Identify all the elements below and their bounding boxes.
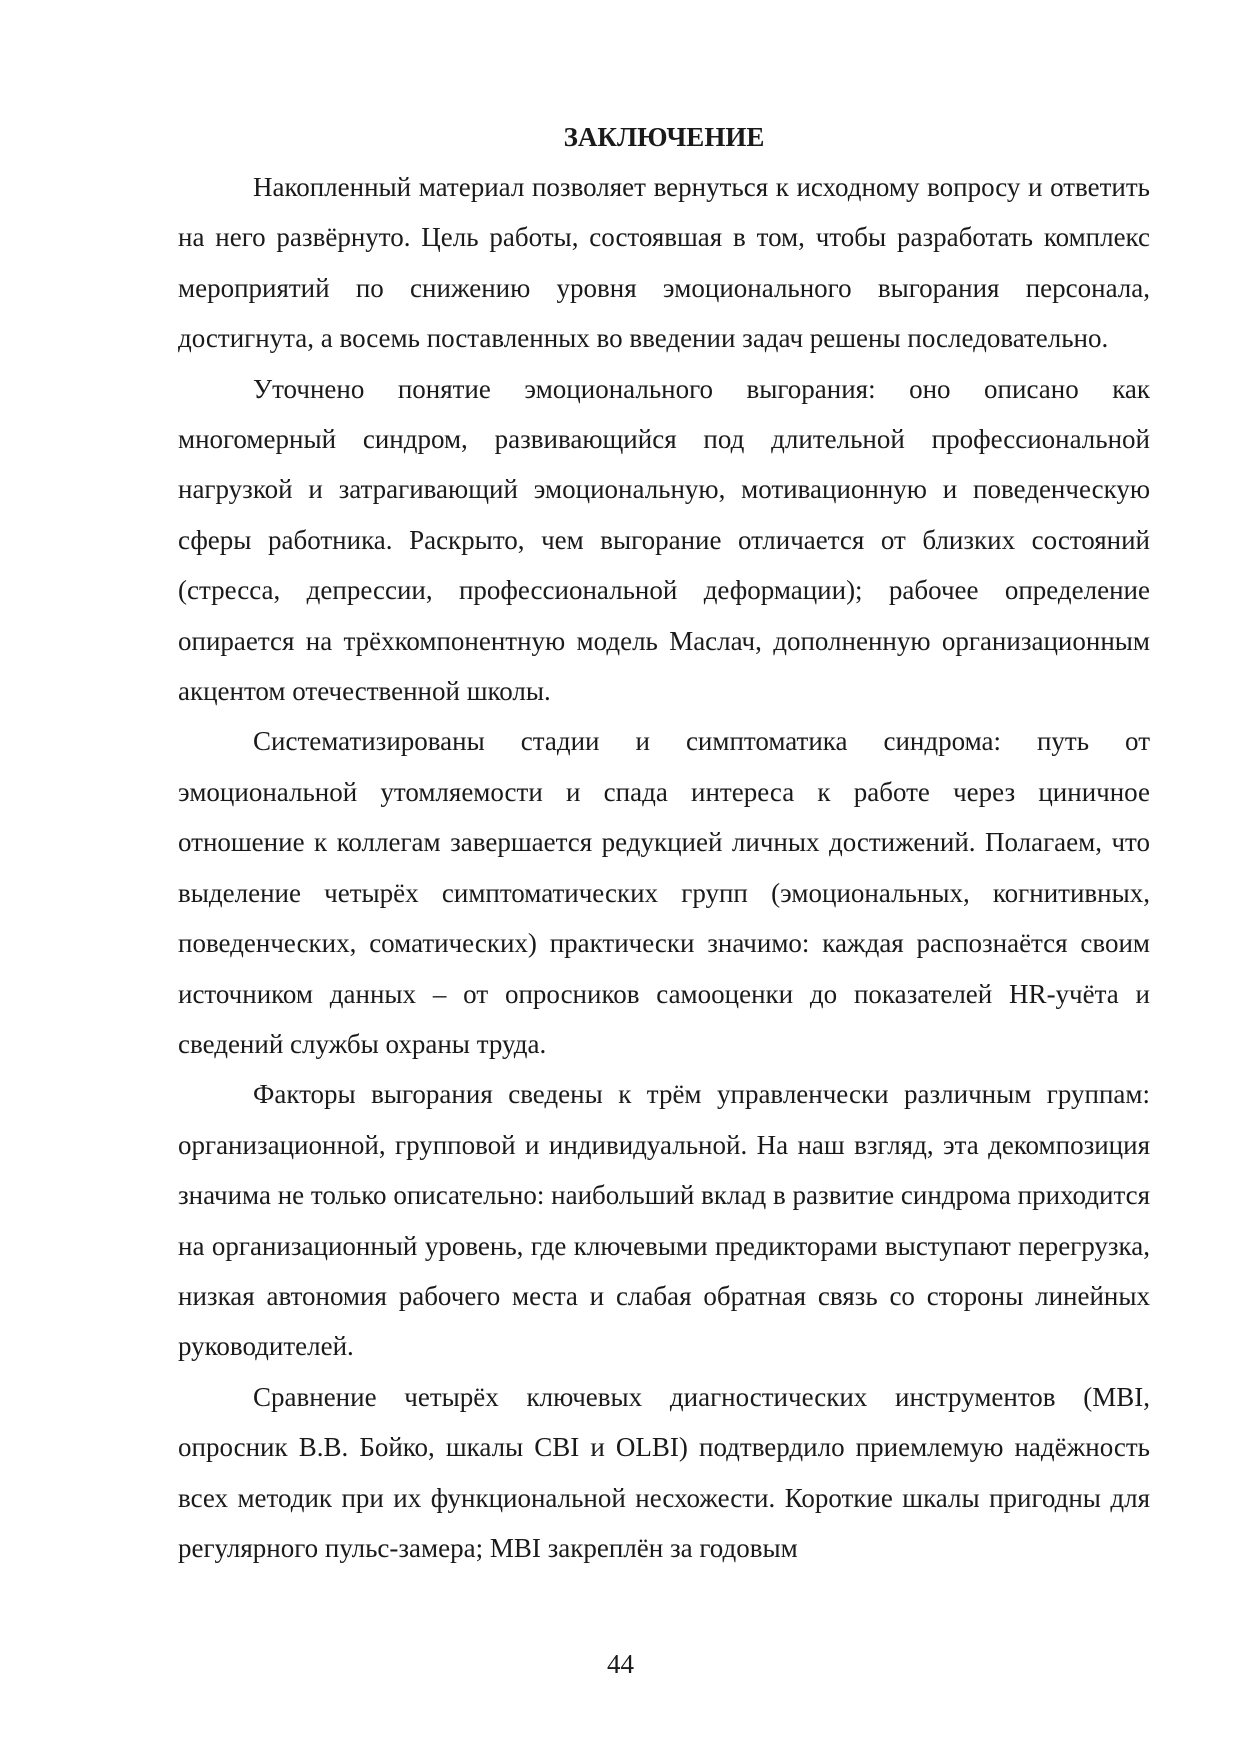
section-heading: ЗАКЛЮЧЕНИЕ	[563, 122, 765, 152]
page-number: 44	[607, 1649, 634, 1679]
paragraph-4: Факторы выгорания сведены к трём управленчески различным группам: организационной, групповой и индивидуальной. На наш взгляд, эта декомпозиция значима не только описательно: наибольший вклад в развитие синдрома приходится на организационный уровень, где ключевыми предикторами выступают перегрузка, низкая автономия рабочего места и слабая обратная связь со стороны линейных руководителей.	[178, 1079, 1150, 1362]
page-content	[178, 112, 1150, 1573]
paragraph-1: Накопленный материал позволяет вернуться к исходному вопросу и ответить на него развёрнуто. Цель работы, состоявшая в том, чтобы разработать комплекс мероприятий по снижению уровня эмоционального выгорания персонала, достигнута, а восемь поставленных во введении задач решены последовательно.	[178, 172, 1150, 354]
paragraph-5: Сравнение четырёх ключевых диагностических инструментов (MBI, опросник В.В. Бойко, шкалы CBI и OLBI) подтвердило приемлемую надёжность всех методик при их функциональной несхожести. Короткие шкалы пригодны для регулярного пульс-замера; MBI закреплён за годовым	[178, 1381, 1150, 1563]
paragraph-2: Уточнено понятие эмоционального выгорания: оно описано как многомерный синдром, развивающийся под длительной профессиональной нагрузкой и затрагивающий эмоциональную, мотивационную и поведенческую сферы работника. Раскрыто, чем выгорание отличается от близких состояний (стресса, депрессии, профессиональной деформации); рабочее определение опирается на трёхкомпонентную модель Маслач, дополненную организационным акцентом отечественной школы.	[178, 373, 1150, 707]
paragraph-3: Систематизированы стадии и симптоматика синдрома: путь от эмоциональной утомляемости и спада интереса к работе через циничное отношение к коллегам завершается редукцией личных достижений. Полагаем, что выделение четырёх симптоматических групп (эмоциональных, когнитивных, поведенческих, соматических) практически значимо: каждая распознаётся своим источником данных – от опросников самооценки до показателей HR-учёта и сведений службы охраны труда.	[178, 726, 1150, 1059]
